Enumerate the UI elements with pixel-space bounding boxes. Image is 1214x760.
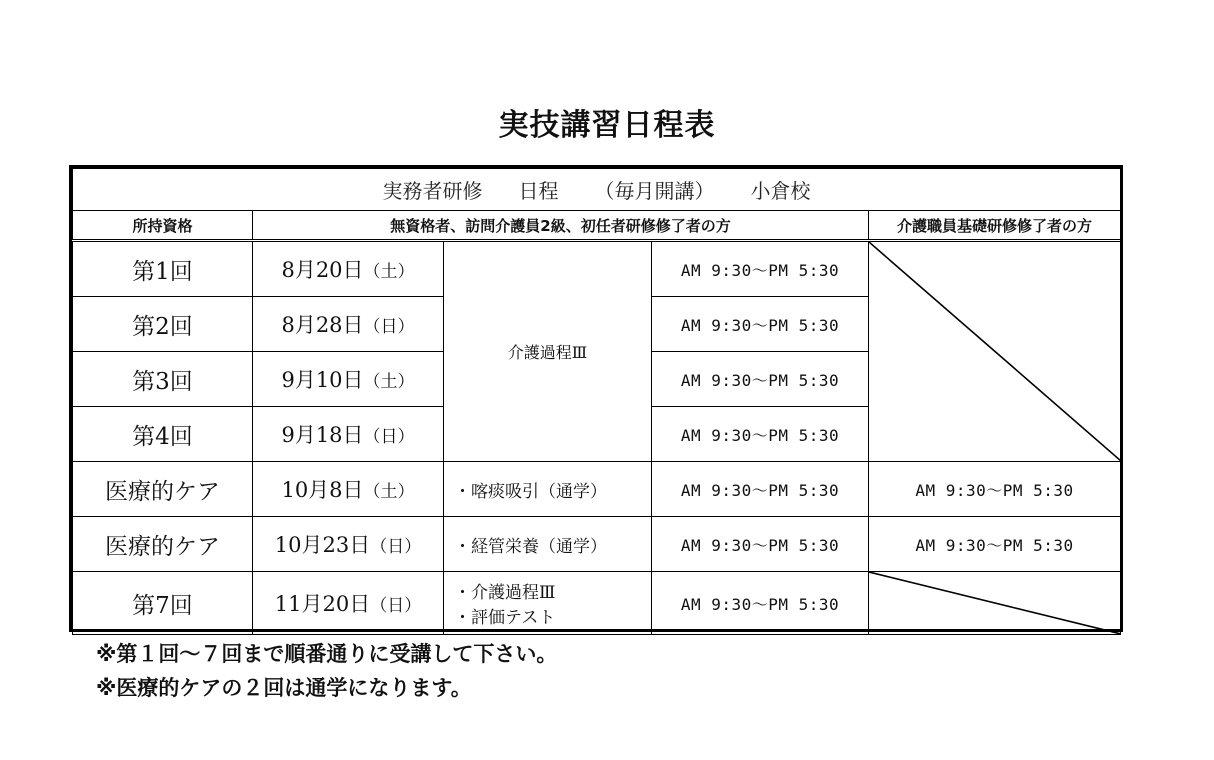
banner-campus: 小倉校 bbox=[750, 179, 811, 203]
session-subject: ・喀痰吸引（通学） bbox=[444, 462, 652, 517]
blank-cell-diagonal bbox=[869, 241, 1121, 462]
day-of-week: （土） bbox=[363, 372, 415, 392]
date-text: 10月23日 bbox=[274, 533, 371, 557]
header-group-b: 介護職員基礎研修修了者の方 bbox=[869, 211, 1121, 241]
session-label: 第7回 bbox=[73, 572, 253, 635]
session-date bbox=[253, 407, 444, 462]
day-of-week: （日） bbox=[370, 537, 422, 557]
table-row bbox=[73, 241, 1121, 297]
session-label: 第2回 bbox=[73, 297, 253, 352]
blank-cell-diagonal bbox=[869, 572, 1121, 635]
session-date bbox=[253, 241, 444, 297]
time-a: AM 9:30〜PM 5:30 bbox=[652, 572, 869, 635]
time-b: AM 9:30〜PM 5:30 bbox=[869, 517, 1121, 572]
table-row bbox=[73, 517, 1121, 572]
page-title: 実技講習日程表 bbox=[498, 108, 716, 143]
date-text: 9月18日 bbox=[281, 423, 364, 447]
banner-course: 実務者研修 bbox=[382, 179, 483, 203]
date-text: 8月28日 bbox=[281, 313, 364, 337]
table-row bbox=[73, 572, 1121, 635]
subject-line: ・評価テスト bbox=[454, 608, 556, 628]
day-of-week: （日） bbox=[370, 596, 422, 616]
merged-subject: 介護過程Ⅲ bbox=[444, 241, 652, 462]
time-a: AM 9:30〜PM 5:30 bbox=[652, 407, 869, 462]
course-banner bbox=[73, 169, 1121, 211]
banner-frequency: （毎月開講） bbox=[594, 179, 715, 203]
date-text: 10月8日 bbox=[281, 478, 364, 502]
banner-schedule: 日程 bbox=[518, 179, 559, 203]
header-group-a: 無資格者、訪問介護員2級、初任者研修修了者の方 bbox=[253, 211, 869, 241]
session-label: 第3回 bbox=[73, 352, 253, 407]
time-a: AM 9:30〜PM 5:30 bbox=[652, 462, 869, 517]
session-date bbox=[253, 572, 444, 635]
date-text: 11月20日 bbox=[274, 592, 371, 616]
time-a: AM 9:30〜PM 5:30 bbox=[652, 517, 869, 572]
session-date bbox=[253, 297, 444, 352]
date-text: 8月20日 bbox=[281, 258, 364, 282]
session-label: 第1回 bbox=[73, 241, 253, 297]
time-a: AM 9:30〜PM 5:30 bbox=[652, 241, 869, 297]
header-qualification: 所持資格 bbox=[73, 211, 253, 241]
subject-line: ・介護過程Ⅲ bbox=[454, 583, 556, 603]
diagonal-line bbox=[869, 242, 1121, 461]
day-of-week: （日） bbox=[363, 427, 415, 447]
day-of-week: （土） bbox=[363, 482, 415, 502]
session-label: 医療的ケア bbox=[73, 462, 253, 517]
banner-row bbox=[73, 169, 1121, 211]
day-of-week: （土） bbox=[363, 262, 415, 282]
note-line: ※医療的ケアの２回は通学になります。 bbox=[96, 676, 472, 700]
session-date bbox=[253, 462, 444, 517]
day-of-week: （日） bbox=[363, 317, 415, 337]
table-row bbox=[73, 462, 1121, 517]
diagonal-line bbox=[869, 572, 1121, 634]
schedule-table bbox=[69, 165, 1123, 632]
session-date bbox=[253, 352, 444, 407]
session-label: 医療的ケア bbox=[73, 517, 253, 572]
session-label: 第4回 bbox=[73, 407, 253, 462]
date-text: 9月10日 bbox=[281, 368, 364, 392]
time-a: AM 9:30〜PM 5:30 bbox=[652, 297, 869, 352]
session-subject: ・経管栄養（通学） bbox=[444, 517, 652, 572]
time-b: AM 9:30〜PM 5:30 bbox=[869, 462, 1121, 517]
time-a: AM 9:30〜PM 5:30 bbox=[652, 352, 869, 407]
session-date bbox=[253, 517, 444, 572]
session-subject bbox=[444, 572, 652, 635]
header-row bbox=[73, 211, 1121, 241]
note-line: ※第１回〜７回まで順番通りに受講して下さい。 bbox=[96, 642, 558, 666]
